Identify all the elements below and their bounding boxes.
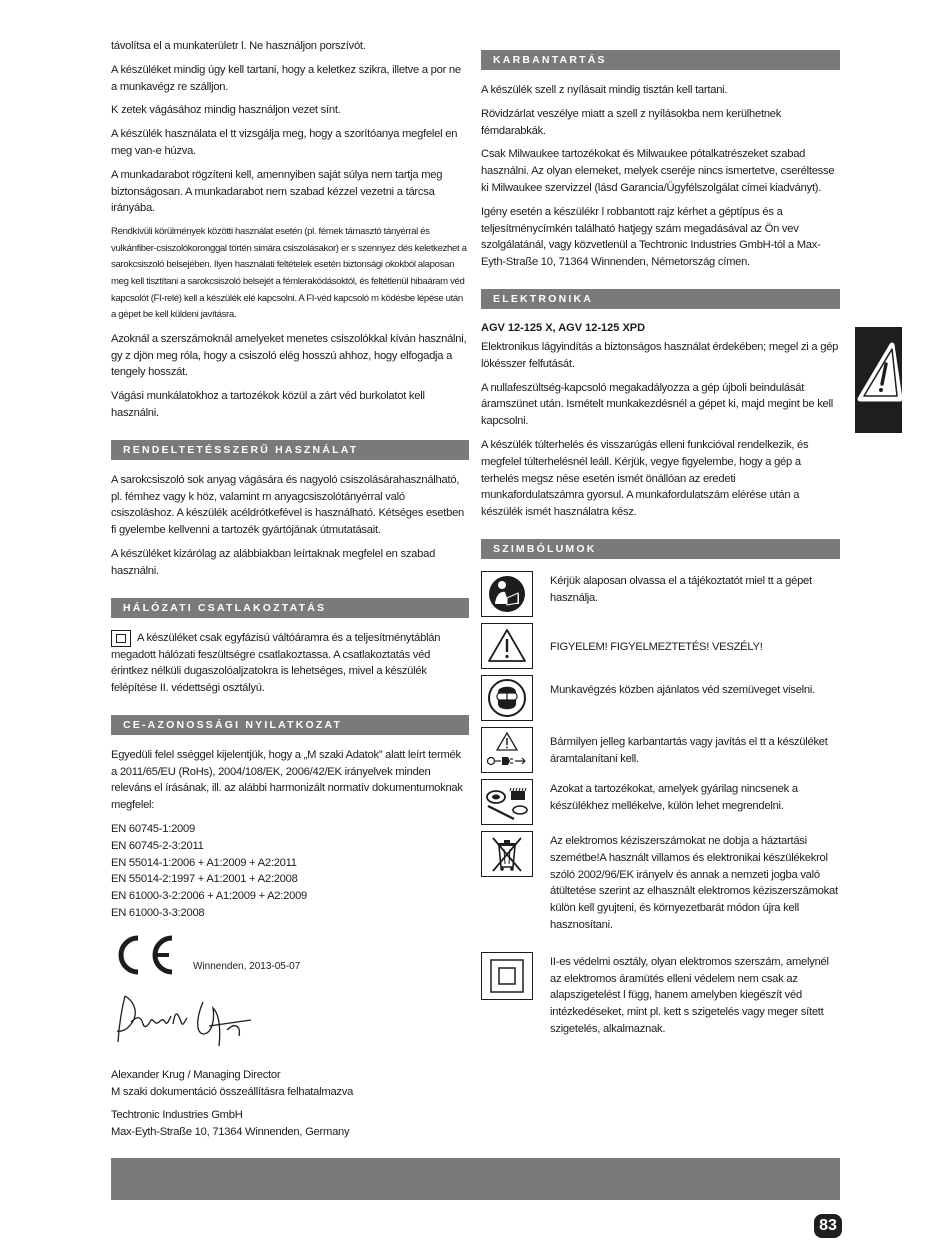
side-tab	[855, 327, 902, 433]
right-column	[481, 38, 840, 1044]
ce-mark-icon	[111, 934, 175, 976]
read-manual-icon	[481, 571, 533, 617]
class-ii-inline-icon	[111, 630, 131, 647]
left-column	[111, 38, 469, 1141]
symbol-row	[481, 779, 840, 825]
section-heading-halozati: HÁLÓZATI CSATLAKOZTATÁS	[111, 598, 469, 618]
symbol-description: II-es védelmi osztály, olyan elektromos szerszám, amelynél az elektromos áramütés elleni védelem nem csak az alapszigetelést l függ, hanem amelyben kiegészít véd intézkedéseket, mint pl. kett s szigetelés vagy meger sített szigetelés, alkalmaznak.	[550, 955, 829, 1035]
halozati-text: A készüléket csak egyfázisú váltóáramra és a teljesítménytáblán megadott hálózati feszültségre csatlakoztassa. A csatlakoztatás véd érintkez nélküli dugaszolóaljzatokra is lehetséges, mivel a készülék felépítése II. védettségi osztályú.	[111, 631, 441, 695]
symbol-description: Azokat a tartozékokat, amelyek gyárilag nincsenek a készülékhez mellékelve, külön lehet megrendelni.	[550, 782, 798, 812]
section-heading-elektronika: ELEKTRONIKA	[481, 289, 840, 309]
intro-paragraph: Vágási munkálatokhoz a tartozékok közül a zárt véd burkolatot kell használni.	[111, 390, 425, 419]
footer-bar	[111, 1158, 840, 1200]
safety-goggles-icon	[481, 675, 533, 721]
elektronika-paragraph: Elektronikus lágyindítás a biztonságos használat érdekében; megel zi a gép lökésszer felfutását.	[481, 340, 839, 370]
symbol-row	[481, 571, 840, 617]
section-heading-karbantartas: KARBANTARTÁS	[481, 50, 840, 70]
rendeltetes-paragraph: A sarokcsiszoló sok anyag vágására és nagyoló csiszolásárahasználható, pl. fémhez vagy k höz, valamint m anyagcsiszolótányérral való csiszoláshoz. A készülék acéldrótkefével is használható. Kétséges esetben fi gyelembe kellvenni a tartozék gyártójának útmutatásait.	[111, 473, 465, 537]
page-number: 83	[814, 1214, 842, 1238]
company-address: Max-Eyth-Straße 10, 71364 Winnenden, Germany	[111, 1126, 350, 1139]
intro-paragraph: távolítsa el a munkaterületr l. Ne használjon porszívót.	[111, 40, 366, 52]
warning-exclamation-icon	[855, 327, 902, 433]
symbol-description: Kérjük alaposan olvassa el a tájékoztatót miel tt a gépet használja.	[550, 574, 812, 604]
weee-crossed-bin-icon	[481, 831, 533, 877]
class-ii-insulation-icon	[481, 952, 533, 1000]
standard-item: EN 60745-1:2009	[111, 823, 195, 836]
intro-paragraph: Azoknál a szerszámoknál amelyeket menetes csiszolókkal kíván használni, gy z djön meg róla, hogy a csiszoló elég hosszú ahhoz, hogy elfogadja a tengely hosszát.	[111, 332, 467, 379]
karbantartas-paragraph: Igény esetén a készülékr l robbantott rajz kérhet a géptípus és a teljesítménycímkén található hatjegy szám megadásával az Ön vev szolgálatánál, vagy közvetlenül a Techtronic Industries GmbH-tól a Max-Eyth-Straße 10, 71364 Winnenden, Németország címen.	[481, 205, 821, 269]
declaration-date: Winnenden, 2013-05-07	[193, 960, 301, 972]
symbol-description: Munkavégzés közben ajánlatos véd szemüveget viselni.	[550, 683, 815, 696]
intro-paragraph-small: Rendkívüli körülmények közötti használat esetén (pl. fémek támasztó tányérral és vulkánfiber-csiszolókoronggal történ simára csiszolásakor) er s szennyez dés keletkezhet a sarokcsiszoló belsejében. Ilyen használati feltételek esetén biztonsági okokból alaposan meg kell tisztítani a sarokcsiszoló belsejét a fémlerakódásoktól, és feltétlenül hibaáram véd kapcsolót (FI-relé) kell a készülék elé kapcsolni. A FI-véd kapcsoló m ködésbe lépése után a gépet be kell küldeni javításra.	[111, 226, 467, 321]
elektronika-paragraph: A készülék túlterhelés és visszarúgás elleni funkcióval rendelkezik, és megfelel túlterhelésnél leáll. Kérjük, vegye figyelembe, hogy a gép a terhelés megsz nése esetén ismét önállóan az eredeti munkafordulatszámra gyorsul. A munkafordulatszám elérése után a készülék ismét használatra kész.	[481, 438, 809, 519]
standard-item: EN 55014-2:1997 + A1:2001 + A2:2008	[111, 873, 298, 886]
ce-row	[111, 932, 469, 976]
symbol-row	[481, 727, 840, 773]
symbol-description: FIGYELEM! FIGYELMEZTETÉS! VESZÉLY!	[550, 640, 763, 653]
intro-paragraph: A készülék használata el tt vizsgálja meg, hogy a szorítóanya megfelel en meg van-e húzva.	[111, 128, 458, 157]
signer-name: Alexander Krug / Managing Director	[111, 1068, 281, 1081]
section-heading-szimbolumok: SZIMBÓLUMOK	[481, 539, 840, 559]
standard-item: EN 55014-1:2006 + A1:2009 + A2:2011	[111, 856, 297, 869]
section-heading-ce: CE-AZONOSSÁGI NYILATKOZAT	[111, 715, 469, 735]
standard-item: EN 61000-3-2:2006 + A1:2009 + A2:2009	[111, 890, 308, 903]
standards-list	[111, 821, 469, 922]
symbol-row	[481, 623, 840, 669]
karbantartas-paragraph: A készülék szell z nyílásait mindig tisztán kell tartani.	[481, 84, 728, 96]
standard-item: EN 60745-2-3:2011	[111, 839, 204, 852]
intro-paragraph: A munkadarabot rögzíteni kell, amennyiben saját súlya nem tartja meg biztonságosan. A munkadarabot nem szabad kézzel vezetni a tárcsa irányába.	[111, 168, 443, 215]
signer-role: M szaki dokumentáció összeállításra felhatalmazva	[111, 1085, 354, 1098]
unplug-before-maintenance-icon	[481, 727, 533, 773]
symbol-row	[481, 831, 840, 934]
signature-image	[111, 986, 271, 1054]
halozati-paragraph	[111, 630, 469, 697]
symbol-row	[481, 952, 840, 1038]
symbol-description: Bármilyen jelleg karbantartás vagy javítás el tt a készüléket áramtalanítani kell.	[550, 735, 828, 765]
accessories-icon	[481, 779, 533, 825]
karbantartas-paragraph: Csak Milwaukee tartozékokat és Milwaukee pótalkatrészeket szabad használni. Az olyan elemeket, melyek cseréje nincs ismertetve, cseréltesse ki Milwaukee szervizzel (lásd Garancia/Ügyfélszolgálat címei kiadványt).	[481, 148, 835, 194]
company-name: Techtronic Industries GmbH	[111, 1109, 243, 1122]
intro-paragraph: K zetek vágásához mindig használjon vezet sínt.	[111, 104, 341, 117]
ce-paragraph: Egyedüli felel sséggel kijelentjük, hogy a „M szaki Adatok” alatt leírt termék a 2011/65/EU (RoHs), 2004/108/EK, 2006/42/EK irányelvek minden releváns el írásának, ill. az alábbi harmonizált normatív dokumentumoknak megfelel:	[111, 748, 463, 812]
warning-triangle-icon	[481, 623, 533, 669]
standard-item: EN 61000-3-3:2008	[111, 907, 205, 920]
karbantartas-paragraph: Rövidzárlat veszélye miatt a szell z nyílásokba nem kerülhetnek fémdarabkák.	[481, 107, 782, 137]
elektronika-paragraph: A nullafeszültség-kapcsoló megakadályozza a gép újboli beindulását áramszünet után. Ismételt munkakezdésnél a gépet ki, majd megint be kell kapcsolni.	[481, 381, 834, 428]
symbol-description: Az elektromos kéziszerszámokat ne dobja a háztartási szemétbe!A használt villamos és elektronikai készülékekrol szóló 2002/96/EK irányelv és annak a nemzeti jogba való átültetése szerint az elhasznált elektromos kéziszerszámokat külön kell gyujteni, és környezetbarát módon újra kell hasznosítani.	[550, 834, 838, 931]
symbol-row	[481, 675, 840, 721]
section-heading-rendeltetes: RENDELTETÉSSZERŰ HASZNÁLAT	[111, 440, 469, 460]
elektronika-subtitle: AGV 12-125 X, AGV 12-125 XPD	[481, 321, 646, 334]
rendeltetes-paragraph: A készüléket kizárólag az alábbiakban leírtaknak megfelel en szabad használni.	[111, 547, 436, 577]
intro-paragraph: A készüléket mindig úgy kell tartani, hogy a keletkez szikra, illetve a por ne a munkavégz re szálljon.	[111, 63, 461, 93]
